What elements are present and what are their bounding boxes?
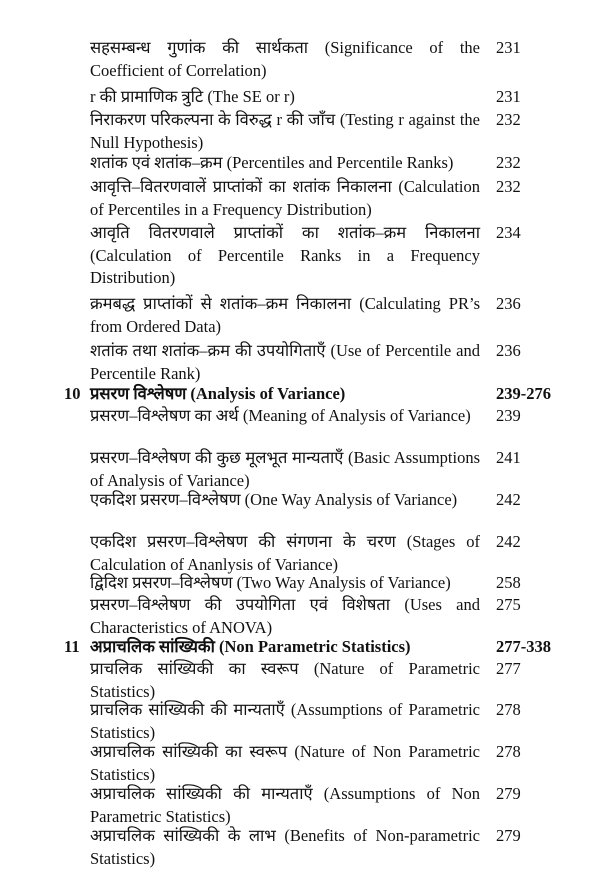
entry-title: अप्राचलिक सांख्यिकी का स्वरूप (Nature of Non Parametric Statistics) xyxy=(90,742,480,784)
entry-page: 231 xyxy=(496,87,521,106)
entry-page: 232 xyxy=(496,110,521,129)
entry-page: 279 xyxy=(496,826,521,845)
entry-title: प्रसरण–विश्लेषण की उपयोगिता एवं विशेषता (Uses and Characteristics of ANOVA) xyxy=(90,595,480,637)
entry-title: शतांक तथा शतांक–क्रम की उपयोगिताएँ (Use of Percentile and Percentile Rank) xyxy=(90,341,480,383)
entry-page: 278 xyxy=(496,700,521,719)
entry-title: निराकरण परिकल्पना के विरुद्ध r की जाँच (Testing r against the Null Hypothesis) xyxy=(90,110,480,152)
entry-title: सहसम्बन्ध गुणांक की सार्थकता (Significance of the Coefficient of Correlation) xyxy=(90,38,480,80)
entry-title: शतांक एवं शतांक–क्रम (Percentiles and Percentile Ranks) xyxy=(90,153,454,172)
entry-title: द्विदिश प्रसरण–विश्लेषण (Two Way Analysis of Variance) xyxy=(90,573,451,592)
entry-page: 241 xyxy=(496,448,521,467)
entry-title: प्राचलिक सांख्यिकी की मान्यताएँ (Assumptions of Parametric Statistics) xyxy=(90,700,480,742)
entry-title: r की प्रामाणिक त्रुटि (The SE or r) xyxy=(90,87,295,106)
chapter-number: 11 xyxy=(64,637,80,656)
entry-page: 277 xyxy=(496,659,521,678)
entry-page: 242 xyxy=(496,532,521,551)
entry-title: प्रसरण–विश्लेषण का अर्थ (Meaning of Analysis of Variance) xyxy=(90,406,471,425)
entry-title: अप्राचलिक सांख्यिकी के लाभ (Benefits of Non-parametric Statistics) xyxy=(90,826,480,868)
entry-page: 258 xyxy=(496,573,521,592)
entry-page: 234 xyxy=(496,223,521,242)
entry-page: 239 xyxy=(496,406,521,425)
entry-title: एकदिश प्रसरण–विश्लेषण (One Way Analysis of Variance) xyxy=(90,490,458,509)
entry-title: एकदिश प्रसरण–विश्लेषण की संगणना के चरण (Stages of Calculation of Ananlysis of Variance) xyxy=(90,532,480,574)
entry-title: आवृत्ति–वितरणवालें प्राप्तांकों का शतांक निकालना (Calculation of Percentiles in a Frequency Distribution) xyxy=(90,177,480,219)
entry-page: 232 xyxy=(496,177,521,196)
entry-title: क्रमबद्ध प्राप्तांकों से शतांक–क्रम निकालना (Calculating PR’s from Ordered Data) xyxy=(90,294,480,336)
chapter-page-range: 239-276 xyxy=(496,384,551,403)
entry-page: 232 xyxy=(496,153,521,172)
entry-page: 279 xyxy=(496,784,521,803)
entry-page: 278 xyxy=(496,742,521,761)
chapter-title: प्रसरण विश्लेषण (Analysis of Variance) xyxy=(90,384,346,403)
chapter-number: 10 xyxy=(64,384,81,403)
entry-page: 275 xyxy=(496,595,521,614)
entry-page: 236 xyxy=(496,341,521,360)
entry-title: प्रसरण–विश्लेषण की कुछ मूलभूत मान्यताएँ (Basic Assumptions of Analysis of Variance) xyxy=(90,448,480,490)
chapter-title: अप्राचलिक सांख्यिकी (Non Parametric Statistics) xyxy=(90,637,411,656)
entry-title: आवृति वितरणवाले प्राप्तांकों का शतांक–क्रम निकालना (Calculation of Percentile Ranks in a Frequency Distribution) xyxy=(90,223,480,287)
entry-page: 236 xyxy=(496,294,521,313)
entry-page: 231 xyxy=(496,38,521,57)
entry-title: प्राचलिक सांख्यिकी का स्वरूप (Nature of Parametric Statistics) xyxy=(90,659,480,701)
entry-page: 242 xyxy=(496,490,521,509)
chapter-page-range: 277-338 xyxy=(496,637,551,656)
entry-title: अप्राचलिक सांख्यिकी की मान्यताएँ (Assumptions of Non Parametric Statistics) xyxy=(90,784,480,826)
